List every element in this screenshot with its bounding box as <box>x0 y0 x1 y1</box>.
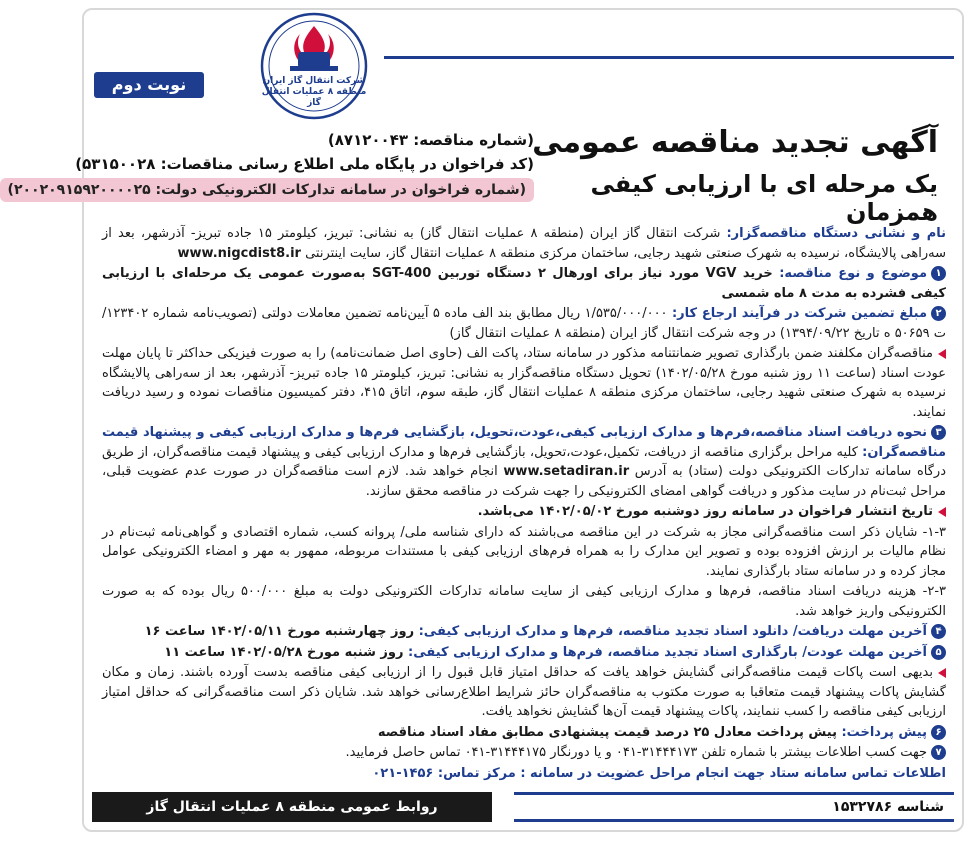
note-3-1: ۱-۳- شایان ذکر است مناقصه‌گرانی مجاز به شرکت در این مناقصه می‌باشند که دارای شناسه ملی/ پروانه کسب، شماره اقتصادی و گواهی‌نامه ثبت‌نام در نظام مالیات بر ارزش افزوده بوده و تصویر این مدارک را به همراه فرم‌های ارزیابی کیفی با مستندات مربوطه، ممهور به مهر و امضاء الکترونیکی عوامل مجاز کرده و در سامانه ستاد بارگذاری نمایند. <box>102 524 946 579</box>
documents-text: کلیه مراحل برگزاری مناقصه از دریافت، تکمیل،عودت،تحویل، بازگشایی فرم‌ها و مدارک ارزیابی کیفی و پیشنهاد قیمت مناقصه‌گران، از طریق درگاه سامانه تدارکات الکترونیکی دولت (ستاد) به آدرس <box>102 444 946 479</box>
tender-number: (شماره مناقصه: ۸۷۱۲۰۰۴۳) <box>327 131 534 149</box>
tenderer-text: شرکت انتقال گاز ایران (منطقه ۸ عملیات انتقال گاز) به نشانی: تبریز، کیلومتر ۱۵ جاده تبریز- آذرشهر، بعد از سه‌راهی پالایشگاه، نرسیده به شهرک صنعتی شهید رجایی، ساختمان مرکزی منطقه ۸ عملیات انتقال گاز، سایت اینترنتی <box>102 226 946 261</box>
edition-badge: نوبت دوم <box>94 72 204 98</box>
item-2 <box>102 304 946 343</box>
item-7 <box>102 743 946 763</box>
tenderer-label: نام و نشانی دستگاه مناقصه‌گزار: <box>726 226 946 241</box>
bullet-arrow-icon <box>938 668 946 678</box>
subject-label: موضوع و نوع مناقصه: <box>779 266 928 281</box>
ad-body <box>102 224 946 786</box>
company-logo <box>254 12 374 120</box>
item-1 <box>102 264 946 303</box>
item-number-6: ۶ <box>931 725 946 740</box>
documents-text-2: انجام خواهد شد. لازم است مناقصه‌گران در صورت عدم عضویت قبلی، مراحل ثبت‌نام در سایت مذکور و دریافت گواهی امضای الکترونیکی را جهت شرکت در مناقصه محقق سازند. <box>102 464 946 499</box>
prepayment-text: پیش پرداخت معادل ۲۵ درصد قیمت پیشنهادی مطابق مفاد اسناد مناقصه <box>377 724 842 740</box>
ad-title: آگهی تجدید مناقصه عمومی <box>532 125 938 160</box>
note-3-2: ۲-۳- هزینه دریافت اسناد مناقصه، فرم‌ها و مدارک ارزیابی کیفی از سایت سامانه تدارکات الکترونیکی دولت به مبلغ ۵۰۰/۰۰۰ ریال بوده که به صورت الکترونیکی واریز خواهد شد. <box>102 584 946 619</box>
logo-line-1: شرکت انتقال گاز ایران <box>262 76 366 86</box>
public-relations: روابط عمومی منطقه ۸ عملیات انتقال گاز <box>92 792 492 822</box>
logo-caption <box>260 76 368 109</box>
reference-numbers <box>7 128 534 202</box>
tenderer-info <box>102 224 946 263</box>
setad-contact-text: اطلاعات تماس سامانه ستاد جهت انجام مراحل عضویت در سامانه : مرکز تماس: ۱۴۵۶-۰۲۱ <box>372 765 946 781</box>
advertisement-frame <box>7 8 964 832</box>
footer <box>92 792 954 822</box>
bullet-arrow-icon <box>938 349 946 359</box>
item-3 <box>102 423 946 501</box>
ad-subtitle: یک مرحله ای با ارزیابی کیفی همزمان <box>590 170 938 226</box>
item-5 <box>102 643 946 663</box>
edition-corner <box>84 10 269 92</box>
return-deadline-text: روز شنبه مورخ ۱۴۰۲/۰۵/۲۸ ساعت ۱۱ <box>164 644 408 660</box>
download-deadline-label: آخرین مهلت دریافت/ دانلود اسناد تجدید مناقصه، فرم‌ها و مدارک ارزیابی کیفی: <box>418 624 927 639</box>
subject-text: خرید VGV مورد نیاز برای اورهال ۲ دستگاه توربین SGT-400 به‌صورت عمومی یک مرحله‌ای با ارزیابی کیفی فشرده به مدت ۸ ماه شمسی <box>102 266 946 301</box>
ad-id: شناسه ۱۵۳۲۷۸۶ <box>514 792 954 822</box>
nigc-website-link[interactable]: www.nigcdist8.ir <box>177 245 301 261</box>
item-4 <box>102 622 946 642</box>
bullet-arrow-icon <box>938 507 946 517</box>
documents-label: نحوه دریافت اسناد مناقصه،فرم‌ها و مدارک ارزیابی کیفی،عودت،تحویل، بازگشایی فرم‌ها و مدارک ارزیابی کیفی و پیشنهاد قیمت مناقصه‌گران: <box>102 425 946 460</box>
price-opening-note <box>102 663 946 722</box>
logo-line-2: منطقه ۸ عملیات انتقال گاز <box>261 87 367 108</box>
item-6 <box>102 723 946 743</box>
prepayment-label: پیش پرداخت: <box>841 724 927 740</box>
price-opening-text: بدیهی است پاکات قیمت مناقصه‌گرانی گشایش خواهد یافت که حداقل امتیاز قابل قبول را از ارزیابی کیفی مناقصه بدست آورده باشند. زمان و مکان گشایش پاکات پیشنهاد قیمت متعاقبا به صورت مکتوب به مناقصه‌گران حائز شرایط اطلاع‌رسانی خواهد شد. شایان ذکر است مناقصه‌گرانی که حداقل امتیاز ارزیابی کیفی مناقصه را کسب ننمایند، پاکات پیشنهاد قیمت آن‌ها گشایش نخواهد یافت. <box>102 665 946 719</box>
item-number-5: ۵ <box>931 645 946 660</box>
return-deadline-label: آخرین مهلت عودت/ بارگذاری اسناد تجدید مناقصه، فرم‌ها و مدارک ارزیابی کیفی: <box>408 644 927 660</box>
guarantee-label: مبلغ تضمین شرکت در فرآیند ارجاع کار: <box>671 306 927 321</box>
portal-code: (کد فراخوان در پایگاه ملی اطلاع رسانی مناقصات: ۵۳۱۵۰۰۲۸) <box>75 155 534 173</box>
guarantee-note <box>102 344 946 422</box>
item-number-7: ۷ <box>931 745 946 760</box>
guarantee-note-text: مناقصه‌گران مکلفند ضمن بارگذاری تصویر ضمانتنامه مذکور در سامانه ستاد، پاکت الف (حاوی اصل ضمانت‌نامه) را به صورت فیزیکی حداکثر تا پایان مهلت عودت اسناد (ساعت ۱۱ روز شنبه مورخ ۱۴۰۲/۰۵/۲۸) تحویل دستگاه مناقصه‌گزار به نشانی: تبریز، کیلومتر ۱۵ جاده تبریز- آذرشهر، بعد از سه‌راهی پالایشگاه نرسیده به شهرک صنعتی شهید رجایی، ساختمان مرکزی منطقه ۸ عملیات انتقال گاز، طبقه سوم، اتاق ۴۱۵، دفتر کمیسیون مناقصات نموده و رسید دریافت نمایند. <box>102 346 947 420</box>
setad-number: (شماره فراخوان در سامانه تدارکات الکترونیکی دولت: ۲۰۰۲۰۹۱۵۹۲۰۰۰۰۲۵) <box>0 178 534 202</box>
setad-contact <box>102 764 946 784</box>
publish-date <box>102 502 946 522</box>
item-number-2: ۲ <box>931 306 946 321</box>
publish-date-text: تاریخ انتشار فراخوان در سامانه روز دوشنبه مورخ ۱۴۰۲/۰۵/۰۲ می‌باشد. <box>477 504 933 519</box>
setad-website-link[interactable]: www.setadiran.ir <box>503 464 630 479</box>
guarantee-text: ۱/۵۳۵/۰۰۰/۰۰۰ ریال مطابق بند الف ماده ۵ آیین‌نامه تضمین معاملات دولتی (تصویب‌نامه شماره ۱۲۳۴۰۲/ت ۵۰۶۵۹ ه تاریخ ۱۳۹۴/۰۹/۲۲) در وجه شرکت انتقال گاز ایران (منطقه ۸ عملیات انتقال گاز) <box>102 306 946 341</box>
contact-text: جهت کسب اطلاعات بیشتر با شماره تلفن ۳۱۴۴۴۱۷۳-۰۴۱ و یا دورنگار ۳۱۴۴۴۱۷۵-۰۴۱ تماس حاصل فرمایید. <box>345 745 927 760</box>
item-number-1: ۱ <box>931 266 946 281</box>
top-rule <box>384 56 954 59</box>
item-number-3: ۳ <box>931 425 946 440</box>
item-number-4: ۴ <box>931 624 946 639</box>
download-deadline-text: روز چهارشنبه مورخ ۱۴۰۲/۰۵/۱۱ ساعت ۱۶ <box>144 624 419 639</box>
